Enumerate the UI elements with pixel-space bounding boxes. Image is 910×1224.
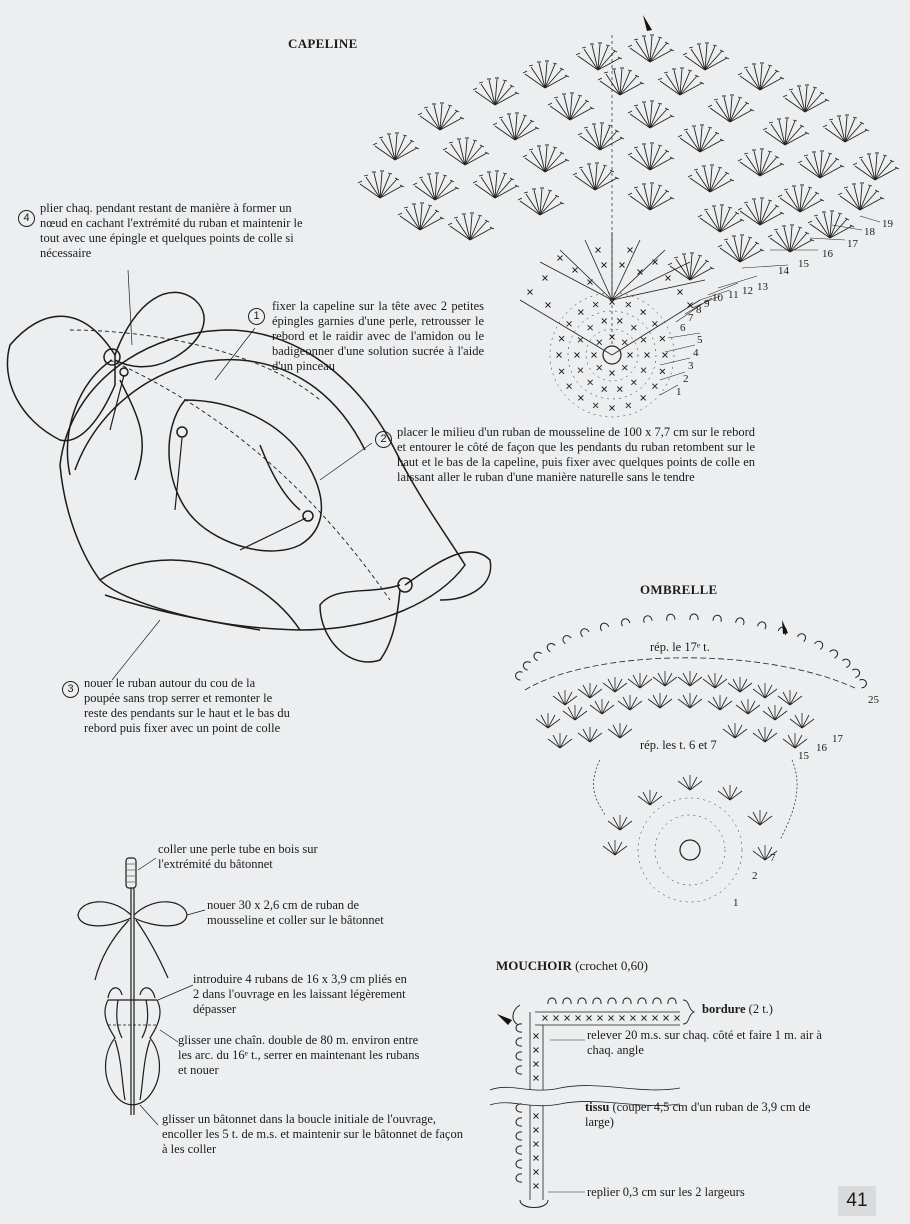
ombrelle-repeat-6-7: rép. les t. 6 et 7: [640, 738, 717, 752]
mouchoir-heading: [496, 958, 648, 974]
parasol-step-1: coller une perle tube en bois sur l'extrémité du bâtonnet: [158, 842, 318, 871]
bordure-rounds: (2 t.): [748, 1002, 773, 1016]
capeline-round-9: 9: [704, 298, 710, 310]
step-2-marker: 2: [375, 431, 392, 448]
tissu-label: tissu: [585, 1100, 610, 1114]
capeline-round-13: 13: [757, 281, 768, 293]
mouchoir-subtitle: (crochet 0,60): [575, 958, 649, 973]
page-number: 41: [838, 1186, 876, 1216]
capeline-round-4: 4: [693, 347, 699, 359]
capeline-round-6: 6: [680, 322, 686, 334]
step-1-marker: 1: [248, 308, 265, 325]
ombrelle-title: OMBRELLE: [640, 582, 718, 597]
capeline-round-16: 16: [822, 248, 833, 260]
capeline-round-2: 2: [683, 373, 689, 385]
ombrelle-round-16: 16: [816, 742, 827, 754]
step-4-marker: 4: [18, 210, 35, 227]
tissu-text: (couper 4,5 cm d'un ruban de 3,9 cm de large): [585, 1100, 811, 1129]
replier-text: replier 0,3 cm sur les 2 largeurs: [587, 1185, 745, 1199]
relever-text: relever 20 m.s. sur chaq. côté et faire 1 m. air à chaq. angle: [587, 1028, 822, 1057]
ombrelle-round-15: 15: [798, 750, 809, 762]
ombrelle-round-17: 17: [832, 733, 843, 745]
step-3-marker: 3: [62, 681, 79, 698]
mouchoir-title: MOUCHOIR: [496, 958, 572, 973]
bordure-label-group: [702, 1002, 773, 1017]
step-3-text: nouer le ruban autour du cou de la poupée sans trop serrer et remonter le reste des pendants sur le haut et le bas du rebord puis fixer avec un point de colle: [84, 676, 290, 735]
ombrelle-round-7: 7: [770, 852, 776, 864]
ombrelle-round-2: 2: [752, 870, 758, 882]
capeline-round-1: 1: [676, 386, 682, 398]
ombrelle-round-1: 1: [733, 897, 739, 909]
parasol-step-4: glisser une chaîn. double de 80 m. environ entre les arc. du 16ᵉ t., serrer en maintenant les rubans et nouer: [178, 1033, 420, 1077]
capeline-round-5: 5: [697, 334, 703, 346]
ombrelle-diagram: [515, 614, 868, 902]
capeline-round-14: 14: [778, 265, 789, 277]
bordure-label: bordure: [702, 1002, 746, 1016]
ombrelle-round-25: 25: [868, 694, 879, 706]
capeline-round-11: 11: [728, 289, 739, 301]
capeline-round-17: 17: [847, 238, 858, 250]
capeline-round-7: 7: [688, 312, 694, 324]
capeline-round-10: 10: [712, 292, 723, 304]
step-1-text: fixer la capeline sur la tête avec 2 petites épingles garnies d'une perle, retrousser le rebord et le raidir avec de l'amidon ou le badigeonner d'une solution sucrée à l'aide d'un pinceau: [272, 299, 484, 373]
capeline-round-8: 8: [696, 304, 702, 316]
parasol-stick-drawing: [78, 858, 205, 1125]
capeline-round-12: 12: [742, 285, 753, 297]
parasol-step-5: glisser un bâtonnet dans la boucle initiale de l'ouvrage, encoller les 5 t. de m.s. et maintenir sur le bâtonnet de façon à les coller: [162, 1112, 463, 1156]
capeline-round-18: 18: [864, 226, 875, 238]
parasol-step-3: introduire 4 rubans de 16 x 3,9 cm pliés en 2 dans l'ouvrage en les laissant légèrement dépasser: [193, 972, 407, 1016]
capeline-title: CAPELINE: [288, 36, 358, 51]
ombrelle-repeat-17: rép. le 17ᵉ t.: [650, 640, 710, 654]
step-4-text: plier chaq. pendant restant de manière à former un nœud en cachant l'extrémité du ruban et maintenir le tout avec une épingle et quelques points de colle si nécessaire: [40, 201, 303, 260]
capeline-round-19: 19: [882, 218, 893, 230]
capeline-round-15: 15: [798, 258, 809, 270]
tissu-group: [585, 1100, 830, 1130]
parasol-step-2: nouer 30 x 2,6 cm de ruban de mousseline et coller sur le bâtonnet: [207, 898, 384, 927]
capeline-round-3: 3: [688, 360, 694, 372]
step-2-text: placer le milieu d'un ruban de mousseline de 100 x 7,7 cm sur le rebord et entourer le côté de façon que les pendants du ruban retombent sur le haut et le bas de la capeline, puis fixer avec quelques points de colle en laissant aller le ruban d'une manière naturelle sans le tendre: [397, 425, 755, 484]
